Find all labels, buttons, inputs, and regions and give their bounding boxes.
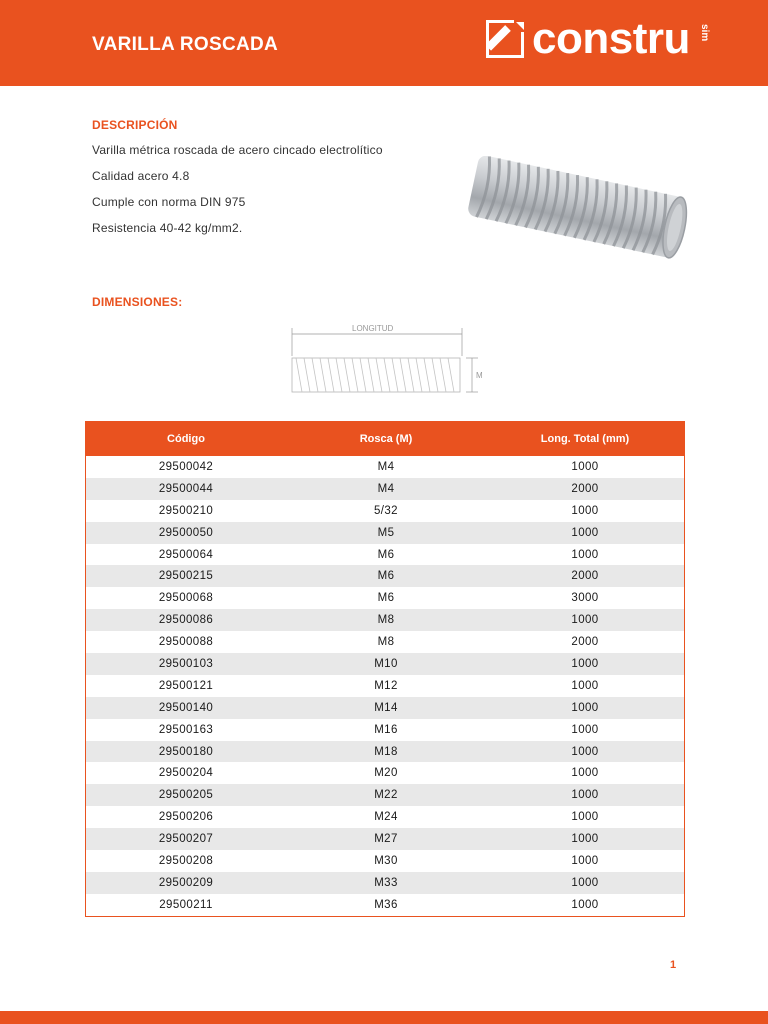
cell-longitud: 2000: [571, 636, 599, 649]
cell-rosca: M4: [377, 460, 395, 473]
cell-codigo: 29500086: [158, 614, 214, 627]
table-body: [86, 456, 684, 916]
cell-codigo: 29500103: [158, 657, 214, 670]
cell-codigo: 29500064: [158, 548, 214, 561]
cell-rosca: M36: [374, 898, 398, 911]
cell-codigo: 29500180: [158, 745, 214, 758]
description-line: Calidad acero 4.8: [92, 169, 190, 183]
cell-rosca: M5: [377, 526, 395, 539]
column-header-longitud: Long. Total (mm): [540, 433, 630, 445]
dimensions-table: [85, 421, 685, 917]
cell-rosca: M20: [374, 767, 398, 780]
table-row: [86, 587, 684, 609]
table-row: [86, 653, 684, 675]
cell-longitud: 1000: [571, 833, 599, 846]
cell-codigo: 29500210: [158, 504, 214, 517]
cell-codigo: 29500211: [159, 898, 213, 911]
table-row: [86, 565, 684, 587]
table-row: [86, 675, 684, 697]
description-line: Varilla métrica roscada de acero cincado electrolítico: [92, 143, 383, 157]
cell-codigo: 29500207: [158, 833, 214, 846]
cell-rosca: M30: [374, 854, 398, 867]
page-number: 1: [670, 959, 677, 971]
cell-codigo: 29500088: [158, 636, 214, 649]
page-header: [0, 0, 768, 86]
table-row: [86, 631, 684, 653]
table-row: [86, 697, 684, 719]
cell-rosca: M4: [377, 482, 395, 495]
table-row: [86, 522, 684, 544]
cell-rosca: M14: [374, 701, 398, 714]
cell-rosca: M6: [377, 570, 395, 583]
page-title: VARILLA ROSCADA: [92, 34, 279, 55]
cell-longitud: 3000: [571, 592, 599, 605]
cell-longitud: 2000: [571, 570, 599, 583]
cell-rosca: M22: [374, 789, 398, 802]
table-row: [86, 544, 684, 566]
table-header: [86, 422, 684, 456]
table-row: [86, 828, 684, 850]
cell-longitud: 1000: [571, 701, 599, 714]
cell-longitud: 1000: [571, 898, 599, 911]
table-row: [86, 850, 684, 872]
cell-rosca: M33: [374, 876, 398, 889]
cell-rosca: M12: [374, 679, 398, 692]
dimension-drawing: [286, 322, 492, 398]
cell-codigo: 29500204: [158, 767, 214, 780]
cell-rosca: M27: [374, 833, 398, 846]
logo-mark-icon: [486, 20, 526, 58]
cell-codigo: 29500208: [158, 854, 214, 867]
logo-suffix: sim: [699, 24, 710, 42]
drawing-length-label: LONGITUD: [352, 324, 394, 333]
cell-codigo: 29500163: [158, 723, 214, 736]
table-row: [86, 784, 684, 806]
cell-codigo: 29500215: [158, 570, 214, 583]
cell-codigo: 29500050: [158, 526, 214, 539]
cell-rosca: M8: [377, 614, 395, 627]
column-header-codigo: Código: [167, 433, 205, 445]
cell-rosca: M6: [377, 592, 395, 605]
cell-codigo: 29500068: [158, 592, 214, 605]
dimensions-heading: DIMENSIONES:: [92, 295, 183, 309]
cell-longitud: 1000: [571, 767, 599, 780]
column-header-rosca: Rosca (M): [359, 433, 413, 445]
logo-text: constru: [532, 14, 690, 63]
construsim-logo: [486, 14, 736, 63]
table-row: [86, 478, 684, 500]
cell-longitud: 2000: [571, 482, 599, 495]
table-row: [86, 500, 684, 522]
cell-longitud: 1000: [571, 723, 599, 736]
cell-codigo: 29500209: [158, 876, 214, 889]
description-heading: DESCRIPCIÓN: [92, 118, 178, 132]
table-row: [86, 872, 684, 894]
cell-longitud: 1000: [571, 854, 599, 867]
cell-longitud: 1000: [571, 679, 599, 692]
table-row: [86, 741, 684, 763]
cell-rosca: 5/32: [374, 504, 398, 517]
cell-longitud: 1000: [571, 614, 599, 627]
cell-rosca: M16: [374, 723, 398, 736]
cell-codigo: 29500140: [158, 701, 214, 714]
table-row: [86, 719, 684, 741]
cell-longitud: 1000: [571, 657, 599, 670]
cell-rosca: M24: [374, 811, 398, 824]
cell-codigo: 29500044: [158, 482, 214, 495]
cell-longitud: 1000: [571, 811, 599, 824]
table-row: [86, 806, 684, 828]
cell-longitud: 1000: [571, 876, 599, 889]
description-line: Cumple con norma DIN 975: [92, 195, 246, 209]
table-row: [86, 609, 684, 631]
cell-longitud: 1000: [571, 789, 599, 802]
footer-bar: [0, 1011, 768, 1024]
cell-rosca: M8: [377, 636, 395, 649]
cell-rosca: M18: [374, 745, 398, 758]
cell-longitud: 1000: [571, 526, 599, 539]
cell-rosca: M10: [374, 657, 398, 670]
cell-longitud: 1000: [571, 548, 599, 561]
cell-longitud: 1000: [571, 460, 599, 473]
cell-codigo: 29500206: [158, 811, 214, 824]
cell-rosca: M6: [377, 548, 395, 561]
cell-codigo: 29500205: [158, 789, 214, 802]
threaded-rod-image: [458, 156, 698, 266]
table-row: [86, 456, 684, 478]
cell-codigo: 29500121: [158, 679, 214, 692]
table-row: [86, 762, 684, 784]
cell-longitud: 1000: [571, 745, 599, 758]
table-row: [86, 894, 684, 916]
cell-longitud: 1000: [571, 504, 599, 517]
drawing-diameter-label: M: [476, 371, 483, 380]
description-line: Resistencia 40-42 kg/mm2.: [92, 221, 243, 235]
cell-codigo: 29500042: [158, 460, 214, 473]
